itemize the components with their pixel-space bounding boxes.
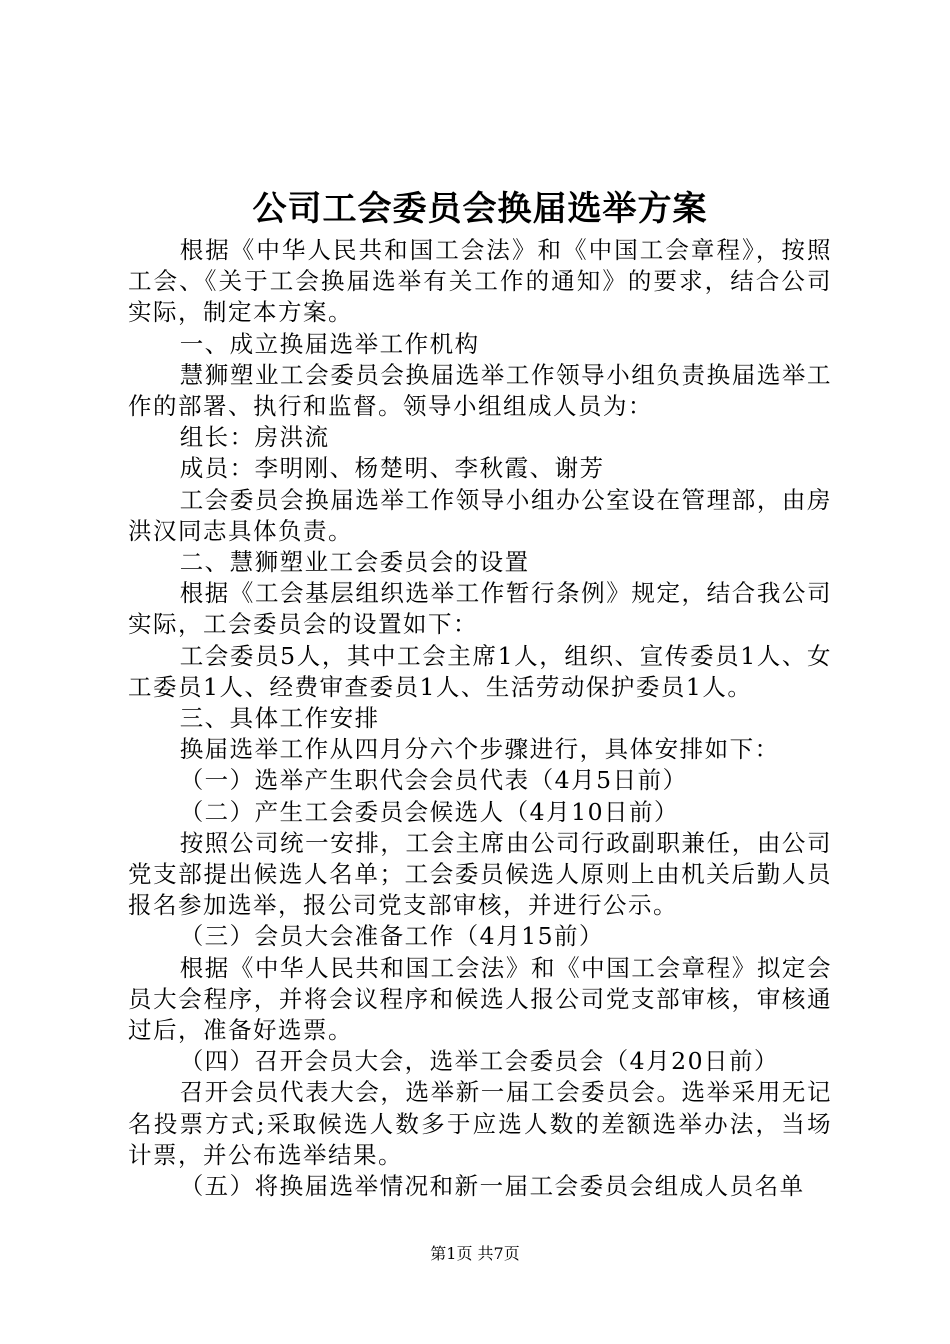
subsection-heading: （四）召开会员大会，选举工会委员会（4月20日前）: [179, 1047, 780, 1076]
section-heading-3: 三、具体工作安排: [179, 704, 380, 733]
paragraph: 根据《中华人民共和国工会法》和《中国工会章程》拟定会员大会程序，并将会议程序和候选人报公司党支部审核，审核通过后，准备好选票。: [128, 953, 832, 1045]
document-page: [128, 183, 832, 1202]
document-body: [128, 235, 832, 1202]
subsection-heading: （五）将换届选举情况和新一届工会委员会组成人员名单: [179, 1172, 805, 1201]
paragraph: 工会委员会换届选举工作领导小组办公室设在管理部，由房洪汉同志具体负责。: [128, 485, 832, 545]
paragraph: 成员：李明刚、杨楚明、李秋霞、谢芳: [179, 454, 605, 483]
paragraph: 工会委员5人，其中工会主席1人，组织、宣传委员1人、女工委员1人、经费审查委员1人、生活劳动保护委员1人。: [128, 641, 832, 701]
subsection-heading: （三）会员大会准备工作（4月15前）: [179, 922, 605, 951]
paragraph: 按照公司统一安排，工会主席由公司行政副职兼任，由公司党支部提出候选人名单；工会委员候选人原则上由机关后勤人员报名参加选举，报公司党支部审核，并进行公示。: [128, 828, 832, 920]
paragraph: 换届选举工作从四月分六个步骤进行，具体安排如下：: [179, 735, 780, 764]
subsection-heading: （二）产生工会委员会候选人（4月10日前）: [179, 797, 680, 826]
paragraph: 召开会员代表大会，选举新一届工会委员会。选举采用无记名投票方式;采取候选人数多于应选人数的差额选举办法，当场计票，并公布选举结果。: [128, 1078, 832, 1169]
paragraph-intro: 根据《中华人民共和国工会法》和《中国工会章程》，按照工会、《关于工会换届选举有关工作的通知》的要求，结合公司实际，制定本方案。: [128, 236, 832, 327]
paragraph: 组长：房洪流: [179, 423, 330, 452]
page-number-footer: 第1页 共7页: [430, 1244, 520, 1263]
section-heading-1: 一、成立换届选举工作机构: [179, 329, 480, 358]
section-heading-2: 二、慧狮塑业工会委员会的设置: [179, 548, 530, 577]
subsection-heading: （一）选举产生职代会会员代表（4月5日前）: [179, 766, 688, 795]
paragraph: 慧狮塑业工会委员会换届选举工作领导小组负责换届选举工作的部署、执行和监督。领导小组组成人员为：: [128, 360, 832, 421]
document-title: 公司工会委员会换届选举方案: [252, 189, 708, 229]
paragraph: 根据《工会基层组织选举工作暂行条例》规定，结合我公司实际，工会委员会的设置如下：: [128, 579, 832, 639]
